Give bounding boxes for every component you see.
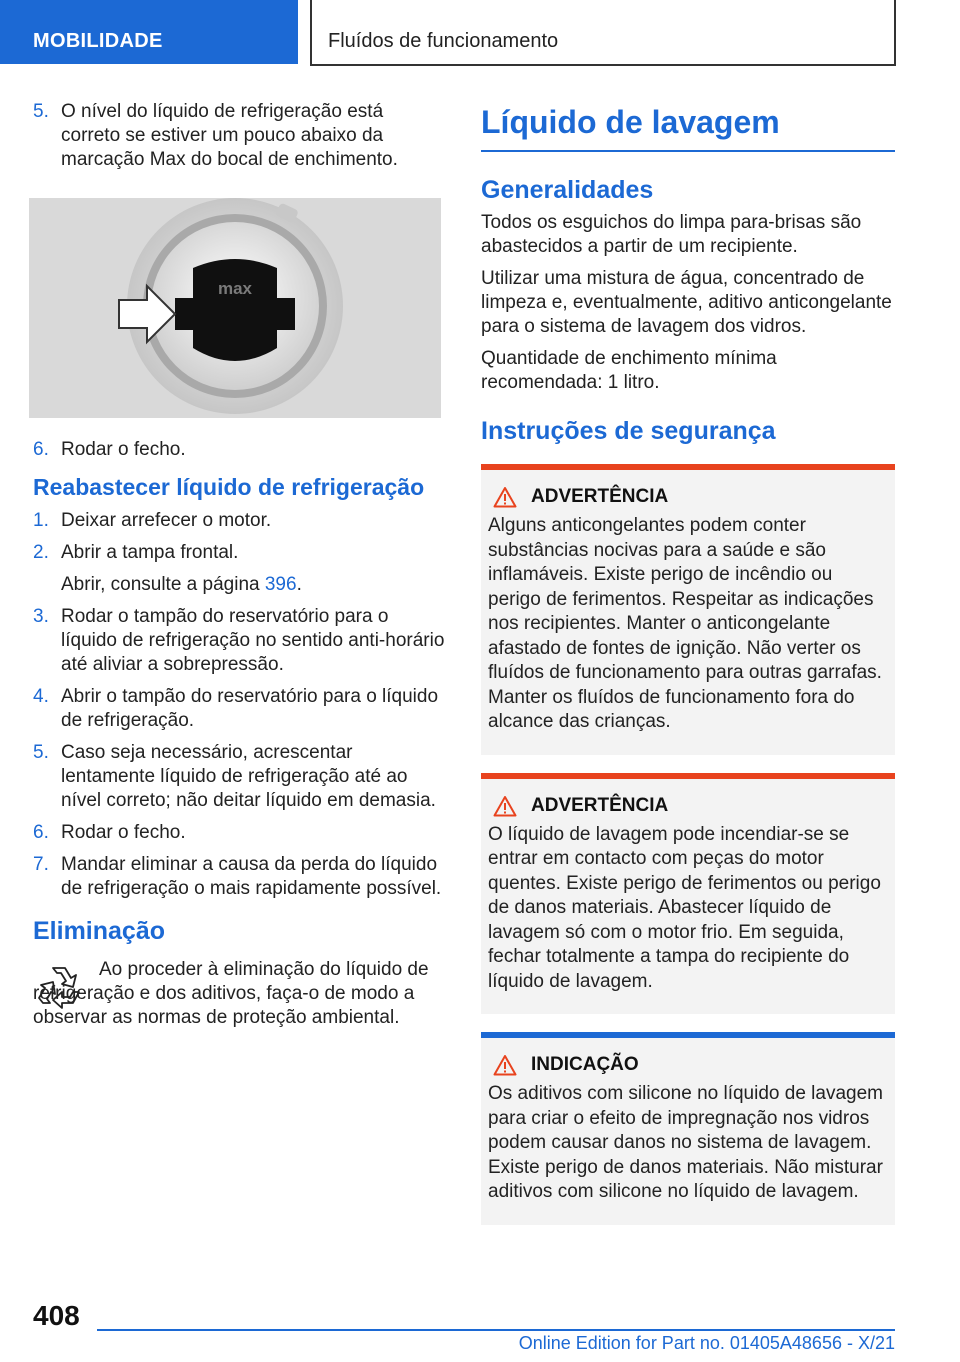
warning-triangle-icon xyxy=(493,486,517,508)
step-text: Rodar o fecho. xyxy=(61,822,186,843)
step-text: Rodar o fecho. xyxy=(61,439,186,460)
list-item xyxy=(33,685,445,733)
right-column xyxy=(481,100,895,1225)
page-link[interactable]: 396 xyxy=(264,574,297,595)
sub-text-prefix: Abrir, consulte a página xyxy=(61,574,265,595)
left-column xyxy=(33,100,445,1030)
list-item xyxy=(33,741,445,813)
step-number: 5. xyxy=(33,101,49,122)
warning-title: ADVERTÊNCIA xyxy=(531,794,669,816)
notice-triangle-icon xyxy=(493,1054,517,1076)
disposal-heading: Eliminação xyxy=(33,917,165,945)
step-number: 3. xyxy=(33,606,49,627)
warning-triangle-icon xyxy=(493,795,517,817)
warning-text: O líquido de lavagem pode incendiar-se se entrar em contacto com peças do motor quentes. Existe perigo de ferimentos ou perigo de danos materiais. Abastecer líquido de lavagem só com o motor frio. Em seguida, fechar totalmente a tampa do recipiente do líquido de lavagem. xyxy=(488,823,881,992)
step-number: 5. xyxy=(33,742,49,763)
step-number: 4. xyxy=(33,686,49,707)
list-item xyxy=(33,605,445,677)
step-text: Abrir a tampa frontal. xyxy=(61,542,239,563)
notice-box xyxy=(481,1032,895,1225)
step-number: 6. xyxy=(33,439,49,460)
step-number: 2. xyxy=(33,542,49,563)
list-item xyxy=(33,853,445,901)
sub-text-suffix: . xyxy=(296,574,302,595)
step-number: 7. xyxy=(33,854,49,875)
coolant-cap-photo xyxy=(29,198,441,418)
warning-title: ADVERTÊNCIA xyxy=(531,486,669,507)
list-item xyxy=(33,438,445,462)
paragraph: Utilizar uma mistura de água, concentrado de limpeza e, eventualmente, aditivo anticongelante para o sistema de lavagem dos vidros. xyxy=(481,268,892,337)
step-text: Mandar eliminar a causa da perda do líquido de refrigeração o mais rapidamente possível. xyxy=(61,854,442,899)
notice-title: INDICAÇÃO xyxy=(531,1054,639,1075)
page-section-title: Líquido de lavagem xyxy=(481,100,895,152)
max-mark: max xyxy=(217,279,253,298)
list-item xyxy=(33,821,445,845)
step-text: Rodar o tampão do reservatório para o líquido de refrigeração no sentido anti-horário até aliviar a sobrepressão. xyxy=(61,606,445,675)
section-tab xyxy=(0,0,298,64)
list-item xyxy=(33,100,445,172)
step-text: O nível do líquido de refrigeração está correto se estiver um pouco abaixo da marcação Max do bocal de enchimento. xyxy=(61,101,398,170)
edition-text: Online Edition for Part no. 01405A48656 - X/21 xyxy=(518,1333,895,1353)
chapter-title: Fluídos de funcionamento xyxy=(328,30,559,52)
step-sub-text xyxy=(33,573,445,597)
list-item xyxy=(33,541,445,565)
step-text: Deixar arrefecer o motor. xyxy=(61,510,272,531)
warning-box xyxy=(481,773,895,1015)
paragraph: Quantidade de enchimento mínima recomendada: 1 litro. xyxy=(481,348,777,393)
step-text: Abrir o tampão do reservatório para o líquido de refrigeração. xyxy=(61,686,439,731)
recycle-icon xyxy=(33,962,85,1014)
paragraph: Todos os esguichos do limpa para-brisas são abastecidos a partir de um recipiente. xyxy=(481,212,862,257)
page-number: 408 xyxy=(33,1300,80,1331)
chapter-box xyxy=(310,0,896,66)
safety-heading: Instruções de segurança xyxy=(481,417,776,445)
refill-heading: Reabastecer líquido de refrigeração xyxy=(33,474,425,500)
footer-divider xyxy=(97,1329,895,1331)
step-number: 1. xyxy=(33,510,49,531)
general-heading: Generalidades xyxy=(481,176,654,204)
warning-text: Alguns anticongelantes podem conter substâncias nocivas para a saúde e são inflamáveis. Existe perigo de incêndio ou perigo de ferimentos. Respeitar as indicações nos recipientes. Manter o anticongelante afastado de fontes de ignição. Não verter os fluídos de funcionamento para outras garrafas. Manter os fluídos de funcionamento fora do alcance das crianças. xyxy=(488,515,882,732)
notice-text: Os aditivos com silicone no líquido de lavagem para criar o efeito de impregnação nos vidros podem causar danos no sistema de lavagem. Existe perigo de danos materiais. Não misturar aditivos com silicone no líquido de lavagem. xyxy=(488,1083,883,1202)
step-text: Caso seja necessário, acrescentar lentamente líquido de refrigeração até ao nível correto; não deitar líquido em demasia. xyxy=(61,742,436,811)
step-number: 6. xyxy=(33,822,49,843)
disposal-block xyxy=(33,958,445,1030)
warning-box xyxy=(481,464,895,755)
disposal-text: Ao proceder à eliminação do líquido de refrigeração e dos aditivos, faça-o de modo a observar as normas de proteção ambiental. xyxy=(33,959,429,1028)
section-title: MOBILIDADE xyxy=(33,30,163,52)
list-item xyxy=(33,509,445,533)
